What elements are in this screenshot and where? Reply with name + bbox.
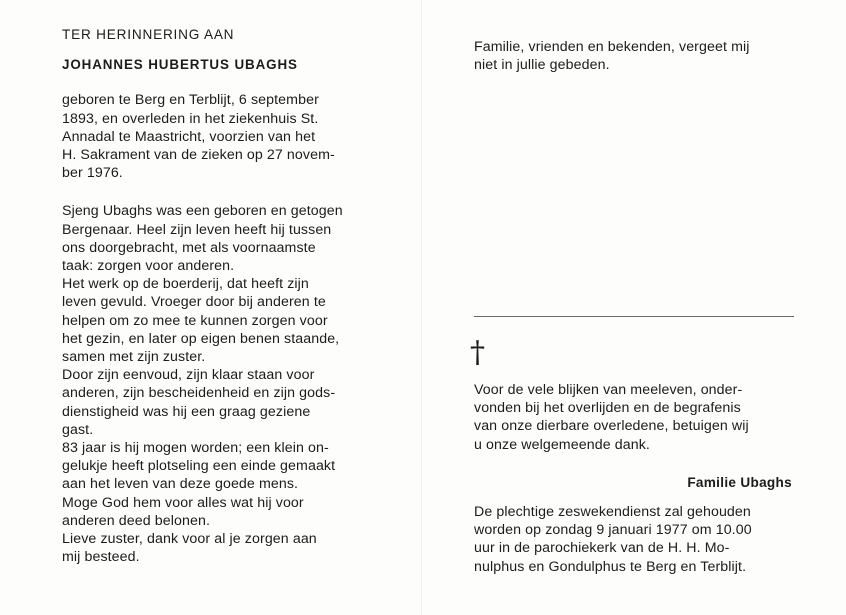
text-line: De plechtige zeswekendienst zal gehouden xyxy=(474,504,751,520)
text-line: ons doorgebracht, met als voornaamste xyxy=(62,239,316,256)
left-page xyxy=(62,26,384,566)
text-line: leven gevuld. Vroeger door bij anderen te xyxy=(62,294,326,311)
text-line: gast. xyxy=(62,421,94,438)
text-line: Door zijn eenvoud, zijn klaar staan voor xyxy=(62,367,315,384)
text-line: Annadal te Maastricht, voorzien van het xyxy=(62,128,316,145)
deceased-name: JOHANNES HUBERTUS UBAGHS xyxy=(62,57,298,73)
card-fold xyxy=(421,0,422,615)
biography-text xyxy=(62,202,384,566)
text-line: anderen deed belonen. xyxy=(62,512,211,529)
family-signature: Familie Ubaghs xyxy=(687,475,792,490)
text-line: worden op zondag 9 januari 1977 om 10.00 xyxy=(474,522,752,539)
text-line: anderen, zijn bescheidenheid en zijn gods- xyxy=(62,385,336,402)
service-announcement xyxy=(474,503,798,576)
text-line: vonden bij het overlijden en de begrafenis xyxy=(474,400,741,417)
text-line: helpen om zo mee te kunnen zorgen voor xyxy=(62,312,328,329)
text-line: Lieve zuster, dank voor al je zorgen aan xyxy=(62,531,317,548)
text-line: H. Sakrament van de zieken op 27 novem- xyxy=(62,147,335,164)
birth-death-paragraph xyxy=(62,91,384,182)
text-line: nulphus en Gondulphus te Berg en Terblijt. xyxy=(474,558,747,575)
text-line: 1893, en overleden in het ziekenhuis St. xyxy=(62,110,319,127)
divider-line xyxy=(474,316,794,317)
text-line: 83 jaar is hij mogen worden; een klein on- xyxy=(62,440,329,457)
text-line: Familie, vrienden en bekenden, vergeet mij xyxy=(474,39,750,55)
text-line: samen met zijn zuster. xyxy=(62,349,206,366)
text-line: aan het leven van deze goede mens. xyxy=(62,476,299,493)
text-line: Voor de vele blijken van meeleven, onder- xyxy=(474,382,743,398)
prayer-request xyxy=(474,38,798,74)
text-line: gelukje heeft plotseling een einde gemaakt xyxy=(62,458,336,475)
text-line: Bergenaar. Heel zijn leven heeft hij tussen xyxy=(62,221,332,238)
text-line: Sjeng Ubaghs was een geboren en getogen xyxy=(62,203,343,220)
text-line: mij besteed. xyxy=(62,549,140,566)
memorial-header: TER HERINNERING AAN xyxy=(62,27,235,42)
text-line: u onze welgemeende dank. xyxy=(474,436,650,453)
text-line: van onze dierbare overledene, betuigen wij xyxy=(474,418,749,435)
text-line: Het werk op de boerderij, dat heeft zijn xyxy=(62,276,309,293)
text-line: niet in jullie gebeden. xyxy=(474,57,610,74)
text-line: taak: zorgen voor anderen. xyxy=(62,258,235,275)
text-line: dienstigheid was hij een graag geziene xyxy=(62,403,311,420)
thanks-paragraph xyxy=(474,381,798,454)
cross-icon: † xyxy=(470,335,485,370)
text-line: geboren te Berg en Terblijt, 6 september xyxy=(62,92,319,109)
text-line: uur in de parochiekerk van de H. H. Mo- xyxy=(474,540,730,557)
text-line: het gezin, en later op eigen benen staande, xyxy=(62,330,340,347)
text-line: ber 1976. xyxy=(62,165,123,182)
text-line: Moge God hem voor alles wat hij voor xyxy=(62,494,304,511)
